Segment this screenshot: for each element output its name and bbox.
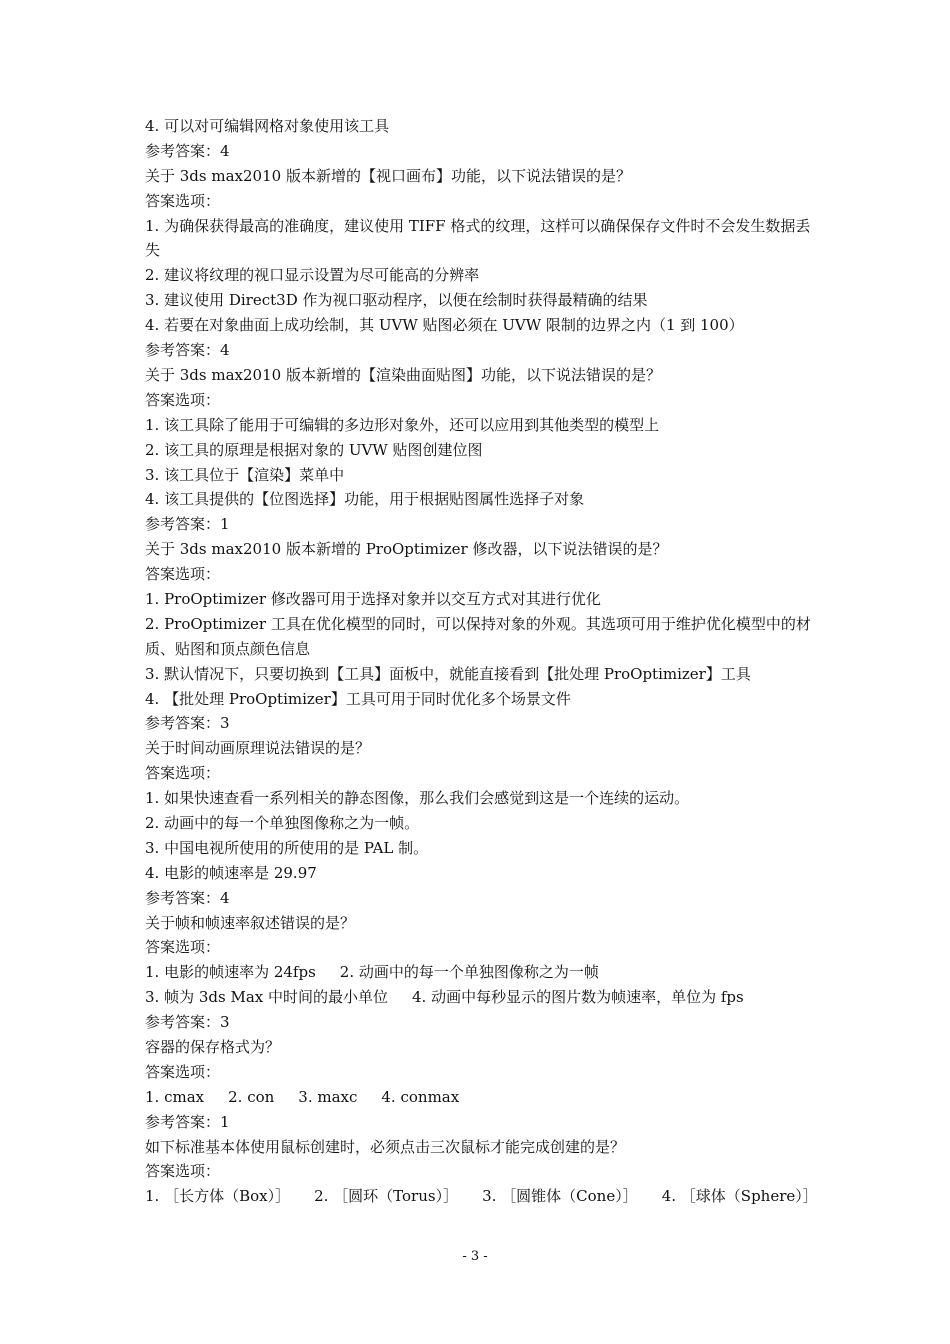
- option-item: 3. ［圆锥体（Cone）］: [482, 1187, 638, 1206]
- answer-key: 参考答案：3: [145, 1013, 230, 1032]
- option-item: 1. 该工具除了能用于可编辑的多边形对象外，还可以应用到其他类型的模型上: [145, 415, 660, 434]
- option-item: 4. ［球体（Sphere）］: [661, 1187, 818, 1206]
- option-item: 2. ProOptimizer 工具在优化模型的同时，可以保持对象的外观。其选项可用于维护优化模型中的材质、贴图和顶点颜色信息: [145, 614, 811, 658]
- page-number: - 3 -: [462, 1249, 488, 1264]
- option-item: 1. 为确保获得最高的准确度，建议使用 TIFF 格式的纹理，这样可以确保保存文件时不会发生数据丢失: [145, 216, 811, 260]
- options-label: 答案选项：: [145, 938, 221, 957]
- option-item: 2. con: [228, 1087, 275, 1106]
- option-item: 2. 建议将纹理的视口显示设置为尽可能高的分辨率: [145, 266, 480, 285]
- answer-key: 参考答案：4: [145, 888, 230, 907]
- option-item: 3. 默认情况下，只要切换到【工具】面板中，就能直接看到【批处理 ProOptimizer】工具: [145, 664, 751, 683]
- options-label: 答案选项：: [145, 764, 221, 783]
- option-row: [145, 1085, 815, 1110]
- option-item: 3. maxc: [298, 1087, 358, 1106]
- option-item: 4. 【批处理 ProOptimizer】工具可用于同时优化多个场景文件: [145, 689, 571, 708]
- options-label: 答案选项：: [145, 565, 221, 584]
- answer-key: 参考答案：4: [145, 341, 230, 360]
- question-title: 关于 3ds max2010 版本新增的【视口画布】功能，以下说法错误的是？: [145, 166, 631, 185]
- option-item: 1. cmax: [145, 1087, 205, 1106]
- question-title: 关于时间动画原理说法错误的是？: [145, 739, 371, 758]
- option-item: 3. 该工具位于【渲染】菜单中: [145, 465, 345, 484]
- option-item: 4. 该工具提供的【位图选择】功能，用于根据贴图属性选择子对象: [145, 490, 585, 509]
- options-label: 答案选项：: [145, 191, 221, 210]
- option-item: 3. 中国电视所使用的所使用的是 PAL 制。: [145, 838, 429, 857]
- option-item: 1. 电影的帧速率为 24fps: [145, 963, 316, 982]
- question-title: 关于帧和帧速率叙述错误的是？: [145, 913, 356, 932]
- option-item: 2. 动画中的每一个单独图像称之为一帧。: [145, 814, 420, 832]
- question-title: 关于 3ds max2010 版本新增的 ProOptimizer 修改器，以下说法错误的是？: [145, 540, 668, 559]
- option-item: 1. ProOptimizer 修改器可用于选择对象并以交互方式对其进行优化: [145, 589, 601, 608]
- question-title: 如下标准基本体使用鼠标创建时，必须点击三次鼠标才能完成创建的是？: [145, 1137, 626, 1156]
- question-title: 关于 3ds max2010 版本新增的【渲染曲面贴图】功能，以下说法错误的是？: [145, 365, 661, 384]
- options-label: 答案选项：: [145, 1062, 221, 1081]
- answer-key: 参考答案：3: [145, 714, 230, 733]
- option-item: 3. 帧为 3ds Max 中时间的最小单位: [145, 988, 388, 1007]
- answer-key: 参考答案：4: [145, 141, 230, 160]
- option-item: 4. 若要在对象曲面上成功绘制，其 UVW 贴图必须在 UVW 限制的边界之内（1 到 100）: [145, 316, 744, 335]
- question-title: 容器的保存格式为？: [145, 1038, 281, 1057]
- options-label: 答案选项：: [145, 1162, 221, 1181]
- option-item: 4. conmax: [381, 1087, 460, 1106]
- option-item: 4. 电影的帧速率是 29.97: [145, 863, 317, 882]
- text-line: 4. 可以对可编辑网格对象使用该工具: [145, 117, 390, 135]
- option-item: 1. 如果快速查看一系列相关的静态图像，那么我们会感觉到这是一个连续的运动。: [145, 789, 690, 808]
- option-item: 2. ［圆环（Torus）］: [314, 1187, 459, 1206]
- answer-key: 参考答案：1: [145, 1112, 230, 1131]
- option-item: 4. 动画中每秒显示的图片数为帧速率，单位为 fps: [412, 988, 744, 1007]
- option-row: [145, 985, 815, 1010]
- document-body: [145, 114, 818, 1209]
- option-item: 2. 动画中的每一个单独图像称之为一帧: [339, 963, 599, 982]
- option-row: [145, 1184, 818, 1209]
- option-item: 1. ［长方体（Box）］: [145, 1187, 291, 1206]
- answer-key: 参考答案：1: [145, 515, 230, 534]
- option-item: 3. 建议使用 Direct3D 作为视口驱动程序，以便在绘制时获得最精确的结果: [145, 291, 648, 310]
- options-label: 答案选项：: [145, 390, 221, 409]
- option-row: [145, 960, 815, 985]
- option-item: 2. 该工具的原理是根据对象的 UVW 贴图创建位图: [145, 440, 483, 459]
